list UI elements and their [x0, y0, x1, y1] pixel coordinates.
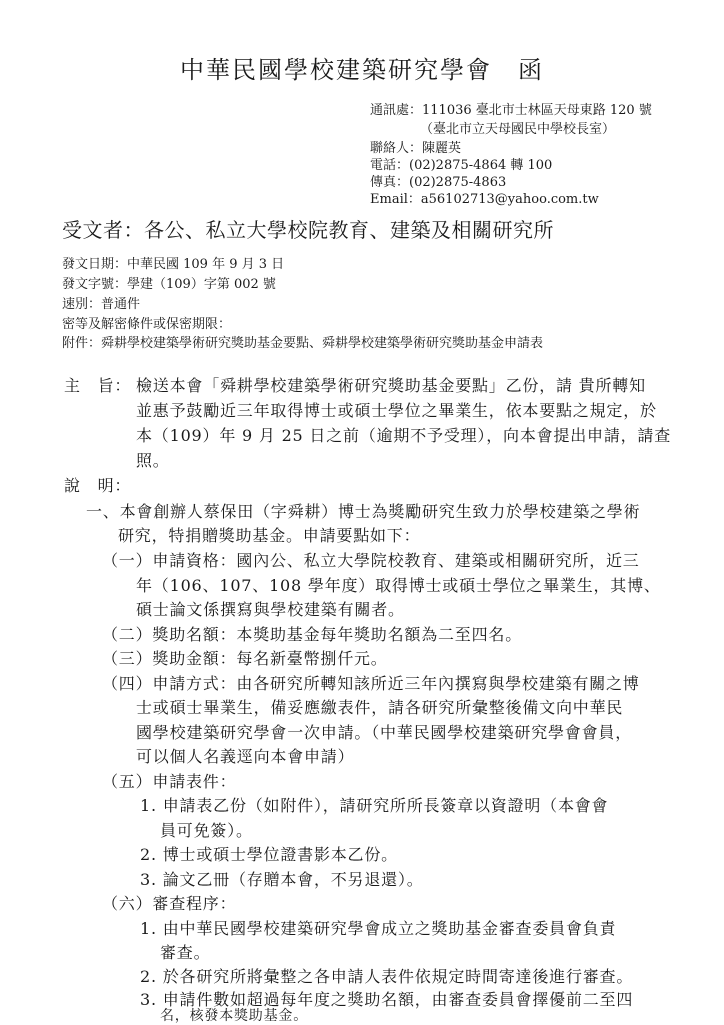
documents-item-1: 員可免簽）。 [160, 821, 253, 840]
eligibility-line: （一）申請資格：國內公、私立大學院校教育、建築或相關研究所，近三 [102, 551, 640, 570]
contact-fax: 傳真：(02)2875-4863 [370, 175, 507, 190]
secrecy-level: 密等及解密條件或保密期限： [62, 317, 232, 332]
documents-heading: （五）申請表件： [102, 772, 237, 791]
method-line: 國學校建築研究學會一次申請。（中華民國學校建築研究學會會員， [136, 723, 633, 742]
eligibility-line: 碩士論文係撰寫與學校建築有關者。 [136, 600, 405, 619]
subject-line: 照。 [136, 451, 170, 470]
issue-number: 發文字號：學建（109）字第 002 號 [62, 277, 276, 292]
review-item-3: 3. 申請件數如超過每年度之獎助名額，由審查委員會擇優前二至四 [140, 990, 634, 1009]
review-heading: （六）審查程序： [102, 894, 237, 913]
contact-person: 聯絡人：陳麗英 [370, 141, 462, 156]
method-line: 士或碩士畢業生，備妥應繳表件，請各研究所彙整後備文向中華民 [136, 698, 624, 717]
recipient: 受文者：各公、私立大學校院教育、建築及相關研究所 [62, 218, 554, 242]
subject-label: 主 旨： [64, 376, 132, 395]
review-item-1: 審查。 [160, 943, 211, 962]
attachment-list: 附件：舜耕學校建築學術研究獎助基金要點、舜耕學校建築學術研究獎助基金申請表 [62, 336, 544, 351]
issue-date: 發文日期：中華民國 109 年 9 月 3 日 [62, 257, 285, 272]
method-line: （四）申請方式：由各研究所轉知該所近三年內撰寫與學校建築有關之博 [102, 674, 640, 693]
subject-line: 並惠予鼓勵近三年取得博士或碩士學位之畢業生，依本要點之規定，於 [136, 401, 657, 420]
subject-line: 本（109）年 9 月 25 日之前（逾期不予受理），向本會提出申請，請查 [136, 426, 672, 445]
contact-phone: 電話：(02)2875-4864 轉 100 [370, 158, 553, 173]
contact-address: 通訊處：111036 臺北市士林區天母東路 120 號 [370, 103, 652, 118]
amount-line: （三）獎助金額：每名新臺幣捌仟元。 [102, 649, 388, 668]
explanation-label: 說 明： [64, 476, 132, 495]
documents-item-2: 2. 博士或碩士學位證書影本乙份。 [140, 845, 398, 864]
item-1-line: 研究，特捐贈獎助基金。申請要點如下： [118, 526, 421, 545]
contact-email: Email：a56102713@yahoo.com.tw [370, 192, 599, 207]
delivery-speed: 速別：普通件 [62, 297, 141, 312]
subject-line: 檢送本會「舜耕學校建築學術研究獎助基金要點」乙份，請 貴所轉知 [136, 376, 646, 395]
contact-address-note: （臺北市立天母國民中學校長室） [420, 122, 616, 137]
review-item-3: 名，核發本獎助基金。 [160, 1008, 308, 1024]
eligibility-line: 年（106、107、108 學年度）取得博士或碩士學位之畢業生，其博、 [136, 576, 661, 595]
review-item-1: 1. 由中華民國學校建築研究學會成立之獎助基金審查委員會負責 [140, 919, 617, 938]
review-item-2: 2. 於各研究所將彙整之各申請人表件依規定時間寄達後進行審查。 [140, 967, 634, 986]
quota-line: （二）獎助名額：本獎助基金每年獎助名額為二至四名。 [102, 625, 523, 644]
document-title: 中華民國學校建築研究學會 函 [180, 56, 544, 84]
method-line: 可以個人名義逕向本會申請） [136, 747, 355, 766]
item-1-line: 一、本會創辦人蔡保田（字舜耕）博士為獎勵研究生致力於學校建築之學術 [86, 502, 641, 521]
documents-item-1: 1. 申請表乙份（如附件），請研究所所長簽章以資證明（本會會 [140, 796, 609, 815]
documents-item-3: 3. 論文乙冊（存贈本會，不另退還）。 [140, 870, 424, 889]
